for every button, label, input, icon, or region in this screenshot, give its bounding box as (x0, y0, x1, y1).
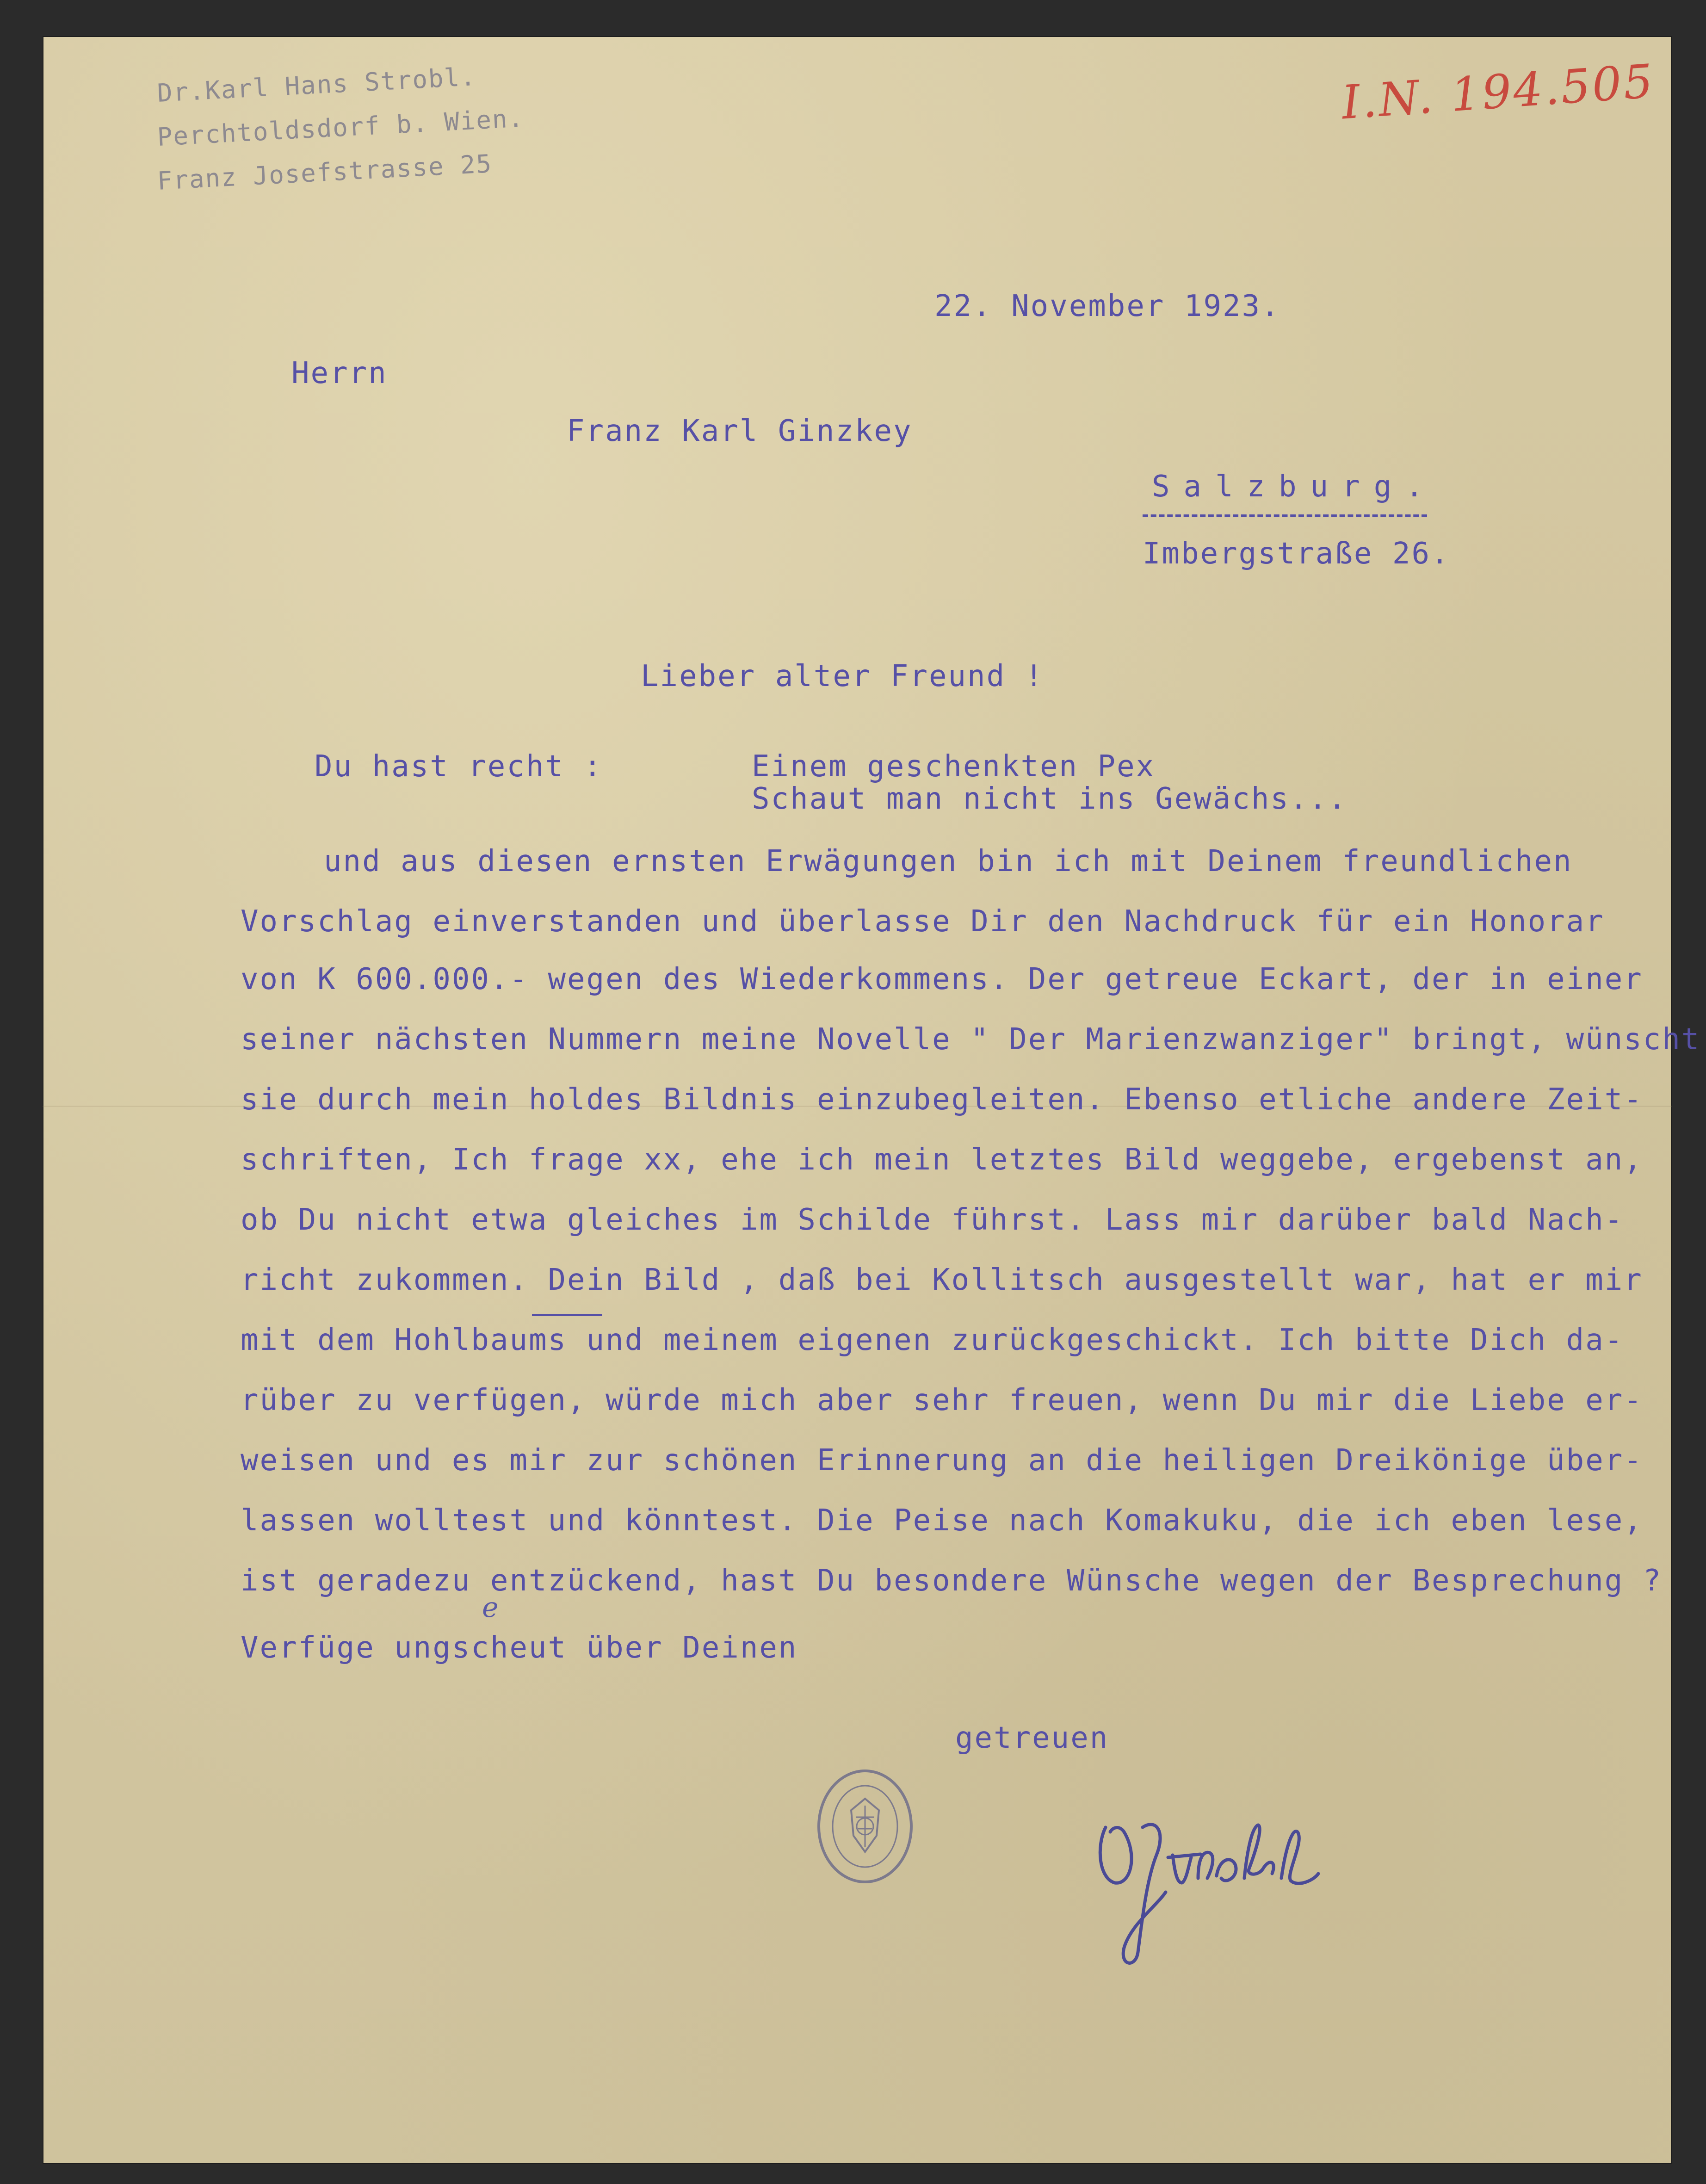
body-line: ist geradezu entzückend, hast Du besondere Wünsche wegen der Besprechung ? (241, 1564, 1663, 1598)
recipient-street: Imbergstraße 26. (1143, 537, 1450, 571)
body-line: Verfüge ungscheut über Deinen (241, 1631, 798, 1665)
body-line: mit dem Hohlbaums und meinem eigenen zurückgeschickt. Ich bitte Dich da- (241, 1323, 1624, 1357)
body-line: Vorschlag einverstanden und überlasse Dir den Nachdruck für ein Honorar (241, 904, 1605, 939)
letterhead-line-1: Dr.Karl Hans Strobl. (156, 62, 477, 108)
closing: getreuen (955, 1721, 1109, 1755)
verse-line-1: Einem geschenkten Pex (752, 749, 1156, 784)
recipient-salutation: Herrn (291, 356, 388, 390)
opening-phrase: Du hast recht : (315, 749, 603, 784)
body-line: sie durch mein holdes Bildnis einzubegleiten. Ebenso etliche andere Zeit- (241, 1083, 1643, 1117)
greeting: Lieber alter Freund ! (641, 659, 1045, 693)
handwritten-insert: e (482, 1591, 499, 1624)
library-seal-stamp (814, 1766, 916, 1887)
body-line: weisen und es mir zur schönen Erinnerung an die heiligen Dreikönige über- (241, 1443, 1643, 1478)
verse-line-2: Schaut man nicht ins Gewächs... (752, 782, 1347, 816)
archive-number: I.N. 194.505 (1340, 54, 1657, 130)
body-line: lassen wolltest und könntest. Die Peise nach Komakuku, die ich eben lese, (241, 1503, 1643, 1538)
dein-bild-underline (532, 1314, 602, 1316)
body-line: schriften, Ich frage xx, ehe ich mein letztes Bild weggebe, ergebenst an, (241, 1143, 1643, 1177)
recipient-city: Salzburg. (1152, 470, 1437, 504)
city-underline (1143, 514, 1427, 517)
letter-date: 22. November 1923. (934, 289, 1280, 323)
handwritten-signature (1087, 1800, 1332, 1971)
body-line: und aus diesen ernsten Erwägungen bin ich mit Deinem freundlichen (324, 844, 1573, 879)
body-line: seiner nächsten Nummern meine Novelle " Der Marienzwanziger" bringt, wünscht (241, 1022, 1701, 1057)
body-line: ob Du nicht etwa gleiches im Schilde führst. Lass mir darüber bald Nach- (241, 1203, 1624, 1237)
letterhead-line-3: Franz Josefstrasse 25 (156, 149, 493, 196)
recipient-name: Franz Karl Ginzkey (567, 414, 913, 448)
body-line: rüber zu verfügen, würde mich aber sehr freuen, wenn Du mir die Liebe er- (241, 1383, 1643, 1417)
letterhead-line-2: Perchtoldsdorf b. Wien. (156, 103, 525, 152)
body-line: richt zukommen. Dein Bild , daß bei Kollitsch ausgestellt war, hat er mir (241, 1263, 1643, 1297)
body-line: von K 600.000.- wegen des Wiederkommens. Der getreue Eckart, der in einer (241, 962, 1643, 996)
